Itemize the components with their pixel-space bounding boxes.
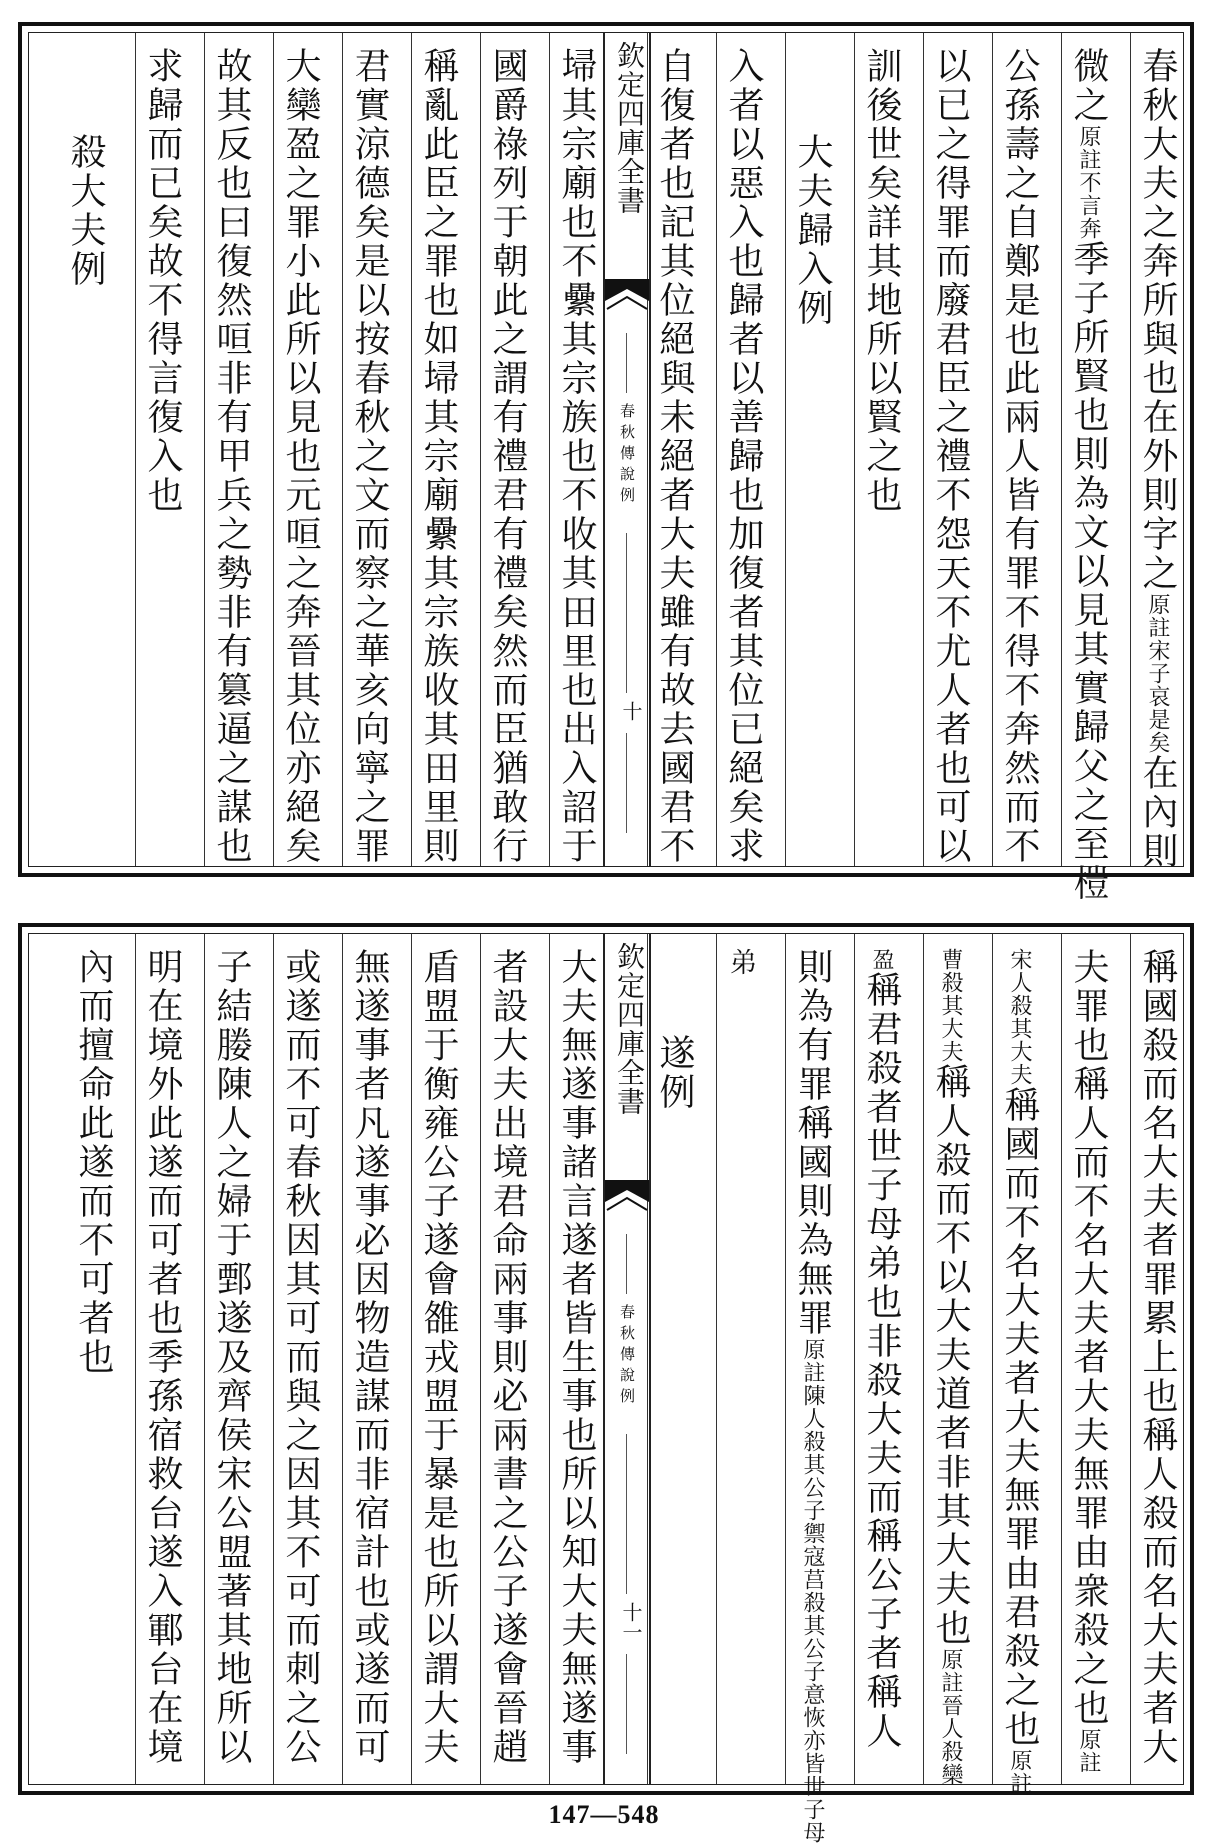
column-rule [204,33,205,866]
annotation-note: 盈 [869,948,894,971]
spine-title: 欽定四庫全書 [613,41,646,215]
column-rule [273,33,274,866]
annotation-note: 原註不言奔 [1076,125,1101,240]
text-column [1068,47,1109,903]
spine-subtitle: 春秋傳說例 [618,403,636,508]
column-rule [204,934,205,1784]
column-rule [923,934,924,1784]
column-rule [1061,33,1062,866]
spine-line [626,1234,627,1294]
spine-line [626,1434,627,1594]
column-rule [716,33,717,866]
column-rule [273,934,274,1784]
column-rule [854,934,855,1784]
annotation-note: 原註宋子哀是矣 [1145,593,1170,754]
text-column: 大夫無遂事諸言遂者皆生事也所以知大夫無遂事 [556,948,597,1767]
column-text: 則為有罪稱國則為無罪 [792,948,833,1338]
annotation-note: 宋人殺其大夫 [1007,948,1032,1086]
text-column: 求歸而已矣故不得言復入也 [142,47,183,515]
column-rule [135,934,136,1784]
column-rule [342,33,343,866]
section-heading: 大夫歸入例 [792,133,833,328]
spine-line [626,333,627,393]
text-column [999,948,1040,1795]
page-footer-number: 147—548 [548,1800,660,1829]
text-column: 公孫壽之自鄭是也此兩人皆有罪不得不奔然而不 [999,47,1040,866]
center-spine [603,33,651,866]
column-rule [785,33,786,866]
column-rule [992,33,993,866]
text-column: 入者以惡入也歸者以善歸也加復者其位已絕矣求 [723,47,764,866]
text-column: 埽其宗廟也不纍其宗族也不收其田里也出入詔于 [556,47,597,866]
column-rule [1061,934,1062,1784]
spine-line [626,733,627,833]
text-column: 稱亂此臣之罪也如埽其宗廟纍其宗族收其田里則 [418,47,459,866]
text-column [861,948,902,1778]
column-rule [411,33,412,866]
column-rule [1130,934,1131,1784]
column-text: 稱君殺者世子母弟也非殺大夫而稱公子者稱人 [861,971,902,1751]
column-text: 季子所賢也則為文以見其實歸父之至榿 [1068,240,1109,903]
column-rule [716,934,717,1784]
text-column: 君實涼德矣是以按春秋之文而察之華亥向寧之罪 [349,47,390,866]
annotation-note: 曹殺其大夫 [938,948,963,1063]
column-rule [854,33,855,866]
fish-tail-ornament [605,279,649,331]
annotation-note: 原註 [1007,1749,1032,1795]
annotation-note: 原註晉人殺欒 [938,1648,963,1786]
column-rule [411,934,412,1784]
column-rule [1130,33,1131,866]
spine-title: 欽定四庫全書 [613,942,646,1116]
text-column: 故其反也曰復然咺非有甲兵之勢非有篡逼之謀也 [211,47,252,866]
text-column [930,948,971,1786]
column-rule [480,934,481,1784]
section-heading: 殺大夫例 [65,133,106,289]
column-rule [342,934,343,1784]
text-column: 以已之得罪而廢君臣之禮不怨天不尤人者也可以 [930,47,971,866]
annotation-note: 原註陳人殺其公子禦寇莒殺其公子意恢亦皆世子母 [800,1338,825,1844]
text-column [1137,47,1178,871]
text-column: 無遂事者凡遂事必因物造謀而非宿計也或遂而可 [349,948,390,1767]
text-column: 自復者也記其位絕與未絕者大夫雖有故去國君不 [654,47,695,866]
column-text: 在內則 [1137,754,1178,871]
column-rule [549,934,550,1784]
text-column: 國爵祿列于朝此之謂有禮君有禮矣然而臣猶敢行 [487,47,528,866]
annotation-note: 原註 [1076,1728,1101,1774]
text-column: 稱國殺而名大夫者罪累上也稱人殺而名大夫者大 [1137,948,1178,1767]
top-page-inner-frame [28,32,1184,903]
column-text: 稱人殺而不以大夫道者非其大夫也 [930,1063,971,1648]
text-column: 弟 [725,948,756,981]
text-column: 訓後世矣詳其地所以賢之也 [861,47,902,515]
column-rule [135,33,136,866]
text-column: 或遂而不可春秋因其可而與之因其不可而刺之公 [280,948,321,1767]
text-column: 內而擅命此遂而不可者也 [73,948,114,1377]
column-text: 稱國而不名大夫者大夫無罪由君殺之也 [999,1086,1040,1749]
column-text: 微之 [1068,47,1109,125]
spine-page-number: 十一 [619,1602,643,1642]
column-rule [785,934,786,1784]
section-heading: 遂例 [654,1034,695,1112]
column-rule [923,33,924,866]
top-page-frame [18,22,1194,903]
spine-page-number: 十 [619,701,643,721]
text-column: 者設大夫出境君命兩事則必兩書之公子遂會晉趙 [487,948,528,1767]
column-text: 夫罪也稱人而不名大夫者大夫無罪由衆殺之也 [1068,948,1109,1728]
spine-line [626,1654,627,1754]
spine-subtitle: 春秋傳說例 [618,1304,636,1409]
text-column: 大欒盈之罪小此所以見也元咺之奔晉其位亦絕矣 [280,47,321,866]
column-rule [480,33,481,866]
text-column: 明在境外此遂而可者也季孫宿救台遂入鄆台在境 [142,948,183,1767]
fish-tail-ornament [605,1180,649,1232]
text-column: 子結媵陳人之婦于鄄遂及齊侯宋公盟著其地所以 [211,948,252,1767]
center-spine [603,934,651,1784]
column-text: 春秋大夫之奔所與也在外則字之 [1137,47,1178,593]
text-column: 盾盟于衡雍公子遂會雒戎盟于暴是也所以謂大夫 [418,948,459,1767]
column-rule [992,934,993,1784]
column-rule [549,33,550,866]
spine-line [626,533,627,693]
text-column [792,948,833,1844]
text-column [1068,948,1109,1778]
